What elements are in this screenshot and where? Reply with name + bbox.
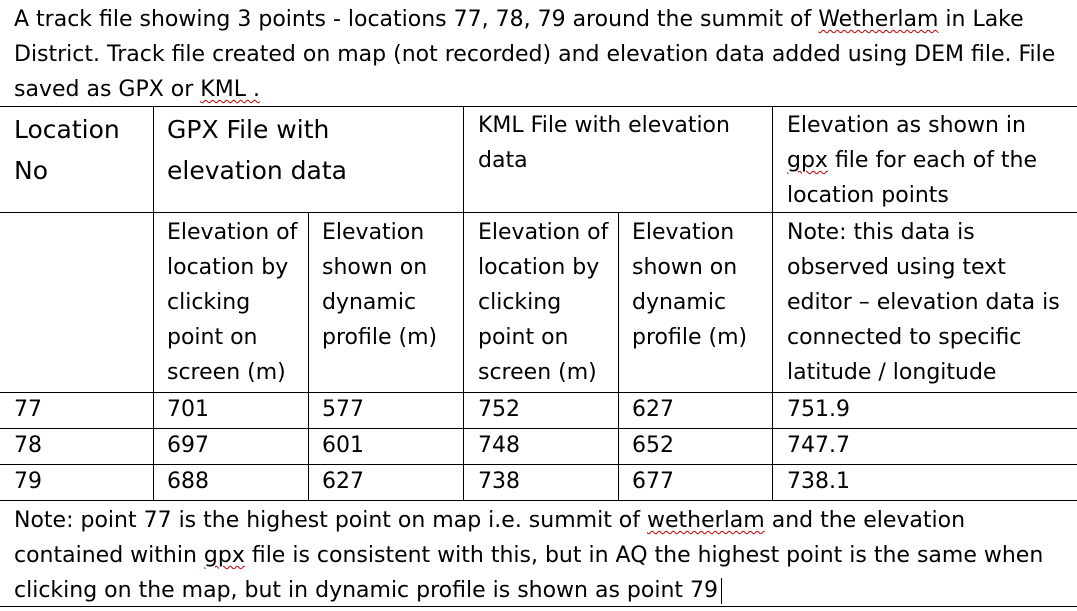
intro-word-kml: KML . <box>200 77 260 102</box>
intro-paragraph <box>14 2 1064 107</box>
cell-location: 78 <box>14 433 42 458</box>
subheader-gpx-profile: Elevation shown on dynamic profile (m) <box>322 220 438 350</box>
header-location-no: Location No <box>14 115 120 185</box>
note-text-2: and the elevation contained within <box>14 508 966 568</box>
table-border-top <box>0 106 1077 107</box>
row-divider-2 <box>0 464 1077 465</box>
subheader-kml-profile: Elevation shown on dynamic profile (m) <box>632 220 748 350</box>
col-divider-4 <box>618 212 619 500</box>
subheader-note: Note: this data is observed using text editor – elevation data is connected to specific latitude / longitude <box>787 220 1060 385</box>
cell-gpx-profile: 577 <box>322 397 364 422</box>
col-divider-5 <box>772 106 773 500</box>
note-word-wetherlam: wetherlam <box>647 508 765 533</box>
subheader-divider <box>0 392 1077 393</box>
intro-word-wetherlam: Wetherlam <box>818 7 939 32</box>
col-divider-3 <box>463 106 464 500</box>
cell-gpx-profile: 601 <box>322 433 364 458</box>
header-gpx-word: gpx <box>787 148 828 173</box>
subheader-gpx-click: Elevation of location by clicking point on screen (m) <box>167 220 298 385</box>
cell-kml-profile: 677 <box>632 469 674 494</box>
col-divider-2 <box>308 212 309 500</box>
intro-text-1: A track file showing 3 points - locations 77, 78, 79 around the summit of <box>14 7 819 32</box>
cell-gpx-elevation: 747.7 <box>787 433 850 458</box>
cell-gpx-elevation: 751.9 <box>787 397 850 422</box>
cell-gpx-click: 701 <box>167 397 209 422</box>
cell-gpx-click: 688 <box>167 469 209 494</box>
cell-kml-click: 752 <box>478 397 520 422</box>
header-gpx-elevation-pre: Elevation as shown in <box>787 113 1026 138</box>
header-gpx-elevation-post: file for each of the location points <box>787 148 1038 208</box>
cell-kml-profile: 652 <box>632 433 674 458</box>
col-divider-1 <box>153 106 154 500</box>
note-text-1: Note: point 77 is the highest point on map i.e. summit of <box>14 508 648 533</box>
cell-gpx-profile: 627 <box>322 469 364 494</box>
header-gpx-file: GPX File with elevation data <box>167 115 347 185</box>
cell-kml-click: 738 <box>478 469 520 494</box>
cell-gpx-click: 697 <box>167 433 209 458</box>
cell-kml-profile: 627 <box>632 397 674 422</box>
subheader-kml-click: Elevation of location by clicking point on screen (m) <box>478 220 609 385</box>
cell-gpx-elevation: 738.1 <box>787 469 850 494</box>
cell-location: 77 <box>14 397 42 422</box>
footer-note <box>14 503 1064 608</box>
cell-kml-click: 748 <box>478 433 520 458</box>
table-border-bottom <box>0 500 1077 501</box>
cell-location: 79 <box>14 469 42 494</box>
intro-text-2: in Lake District. Track file created on map (not recorded) and elevation data added using DEM file. File saved as GPX or <box>14 7 1056 102</box>
text-cursor <box>721 578 722 604</box>
row-divider-1 <box>0 428 1077 429</box>
header-gpx-elevation <box>787 108 1072 213</box>
header-kml-file: KML File with elevation data <box>478 113 730 173</box>
note-text-3: file is consistent with this, but in AQ the highest point is the same when clicking on the map, but in dynamic profile is shown as point 79 <box>14 543 1044 603</box>
note-word-gpx: gpx <box>203 543 245 568</box>
